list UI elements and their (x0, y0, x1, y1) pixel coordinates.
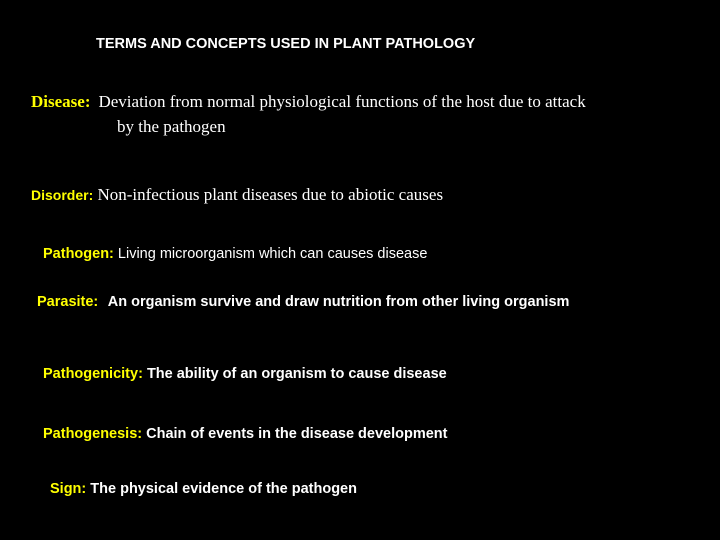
term-entry-disease (31, 92, 586, 112)
term-label: Parasite: (37, 294, 99, 310)
term-label: Pathogen: (43, 246, 114, 262)
term-definition: An organism survive and draw nutrition from other living organism (107, 294, 570, 310)
term-entry-sign (50, 481, 357, 498)
term-entry-pathogenicity (43, 366, 447, 383)
slide-title: TERMS AND CONCEPTS USED IN PLANT PATHOLOGY (96, 36, 476, 52)
term-entry-parasite (37, 294, 569, 311)
term-definition: Living microorganism which can causes disease (117, 246, 428, 262)
term-definition-continuation: by the pathogen (117, 117, 226, 136)
term-definition: Deviation from normal physiological functions of the host due to attack (98, 92, 586, 111)
term-label: Disorder: (31, 187, 94, 203)
term-entry-pathogenesis (43, 426, 448, 443)
term-entry-pathogen (43, 246, 427, 263)
term-definition: Chain of events in the disease development (146, 426, 448, 442)
term-definition: Non-infectious plant diseases due to abiotic causes (97, 185, 444, 204)
term-entry-disorder (31, 185, 443, 205)
term-label: Sign: (50, 481, 87, 497)
term-label: Pathogenicity: (43, 366, 143, 382)
term-definition: The physical evidence of the pathogen (90, 481, 357, 497)
term-definition: The ability of an organism to cause disease (146, 366, 447, 382)
term-label: Disease: (31, 92, 91, 111)
term-label: Pathogenesis: (43, 426, 143, 442)
